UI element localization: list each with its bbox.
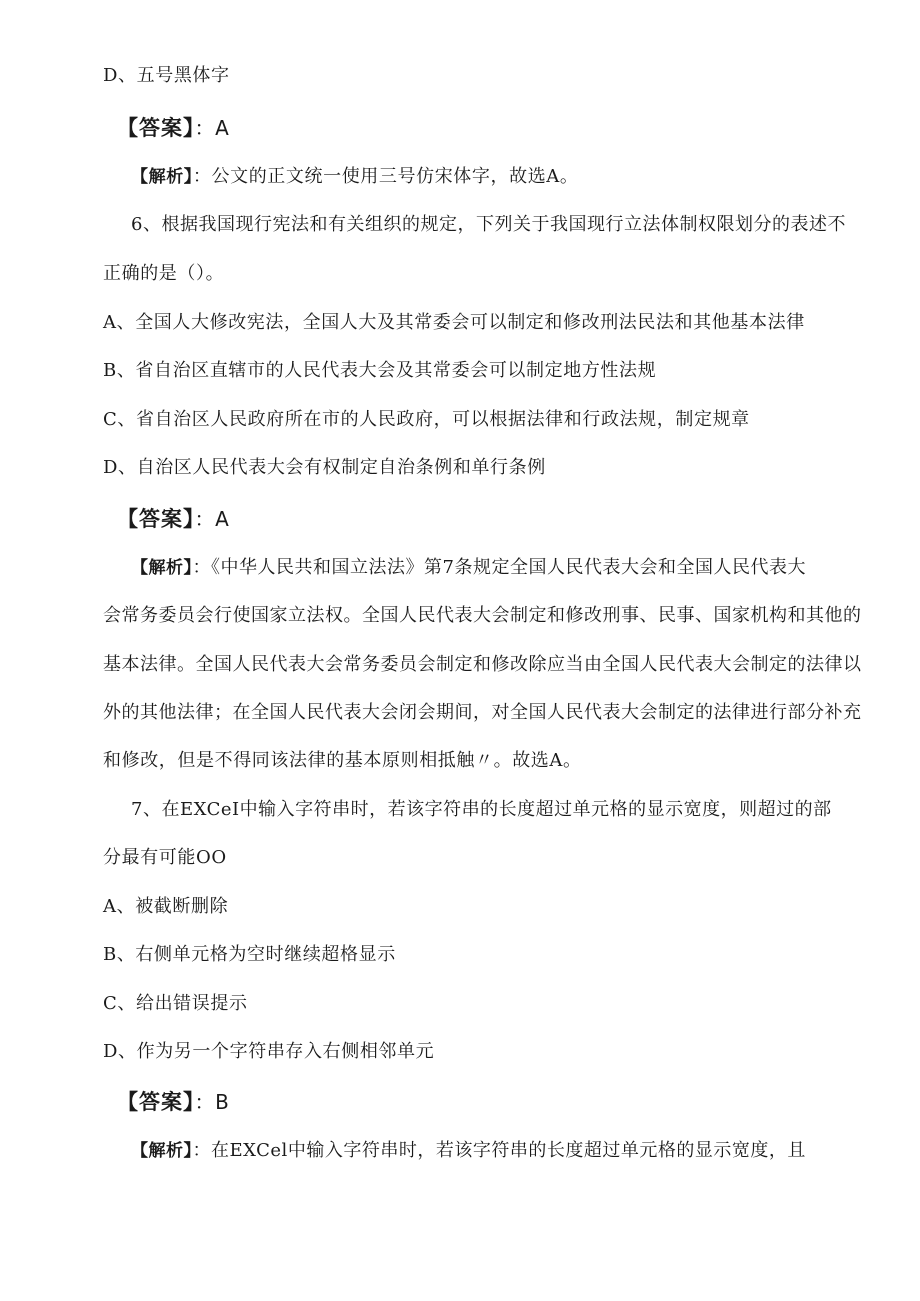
q5-answer bbox=[117, 116, 229, 142]
q6-option-b: B、省自治区直辖市的人民代表大会及其常委会可以制定地方性法规 bbox=[103, 360, 657, 381]
analysis-label: 【解析】 bbox=[131, 558, 193, 578]
answer-value: ：A bbox=[194, 116, 230, 140]
analysis-label: 【解析】 bbox=[131, 167, 193, 187]
answer-value: ：A bbox=[194, 507, 230, 531]
q6-answer bbox=[117, 507, 229, 533]
q7-option-c: C、给出错误提示 bbox=[103, 993, 248, 1014]
q6-analysis-line-5: 和修改，但是不得同该法律的基本原则相抵触〃。故选A。 bbox=[103, 750, 582, 771]
q7-option-d: D、作为另一个字符串存入右侧相邻单元 bbox=[103, 1041, 435, 1062]
q7-option-a: A、被截断删除 bbox=[103, 896, 229, 917]
q7-option-b: B、右侧单元格为空时继续超格显示 bbox=[103, 944, 396, 965]
q6-option-d: D、自治区人民代表大会有权制定自治条例和单行条例 bbox=[103, 457, 546, 478]
answer-label: 【答案】 bbox=[117, 1090, 195, 1114]
q6-analysis-line-1 bbox=[131, 556, 806, 580]
q7-stem-line-2: 分最有可能OO bbox=[103, 847, 227, 868]
analysis-text: ：《中华人民共和国立法法》第7条规定全国人民代表大会和全国人民代表大 bbox=[192, 557, 806, 578]
answer-label: 【答案】 bbox=[117, 116, 195, 140]
q7-answer bbox=[117, 1090, 229, 1116]
q7-analysis-line-1 bbox=[131, 1139, 806, 1163]
analysis-text: ：在EXCel中输入字符串时，若该字符串的长度超过单元格的显示宽度，且 bbox=[192, 1140, 806, 1161]
q6-stem-line-2: 正确的是（）。 bbox=[103, 263, 225, 284]
q6-analysis-line-4: 外的其他法律；在全国人民代表大会闭会期间，对全国人民代表大会制定的法律进行部分补充 bbox=[103, 702, 862, 723]
analysis-text: ：公文的正文统一使用三号仿宋体字，故选A。 bbox=[192, 166, 579, 187]
q6-analysis-line-2: 会常务委员会行使国家立法权。全国人民代表大会制定和修改刑事、民事、国家机构和其他的 bbox=[103, 605, 862, 626]
analysis-label: 【解析】 bbox=[131, 1141, 193, 1161]
q7-stem-line-1: 7、在EXCeI中输入字符串时，若该字符串的长度超过单元格的显示宽度，则超过的部 bbox=[131, 799, 832, 820]
answer-label: 【答案】 bbox=[117, 507, 195, 531]
q6-analysis-line-3: 基本法律。全国人民代表大会常务委员会制定和修改除应当由全国人民代表大会制定的法律以 bbox=[103, 654, 862, 675]
answer-value: ：B bbox=[194, 1090, 230, 1114]
q6-stem-line-1: 6、根据我国现行宪法和有关组织的规定，下列关于我国现行立法体制权限划分的表述不 bbox=[131, 214, 846, 235]
q6-option-a: A、全国人大修改宪法，全国人大及其常委会可以制定和修改刑法民法和其他基本法律 bbox=[103, 312, 805, 333]
q5-analysis bbox=[131, 165, 579, 189]
q6-option-c: C、省自治区人民政府所在市的人民政府，可以根据法律和行政法规，制定规章 bbox=[103, 409, 750, 430]
q5-option-d: D、五号黑体字 bbox=[103, 65, 230, 86]
